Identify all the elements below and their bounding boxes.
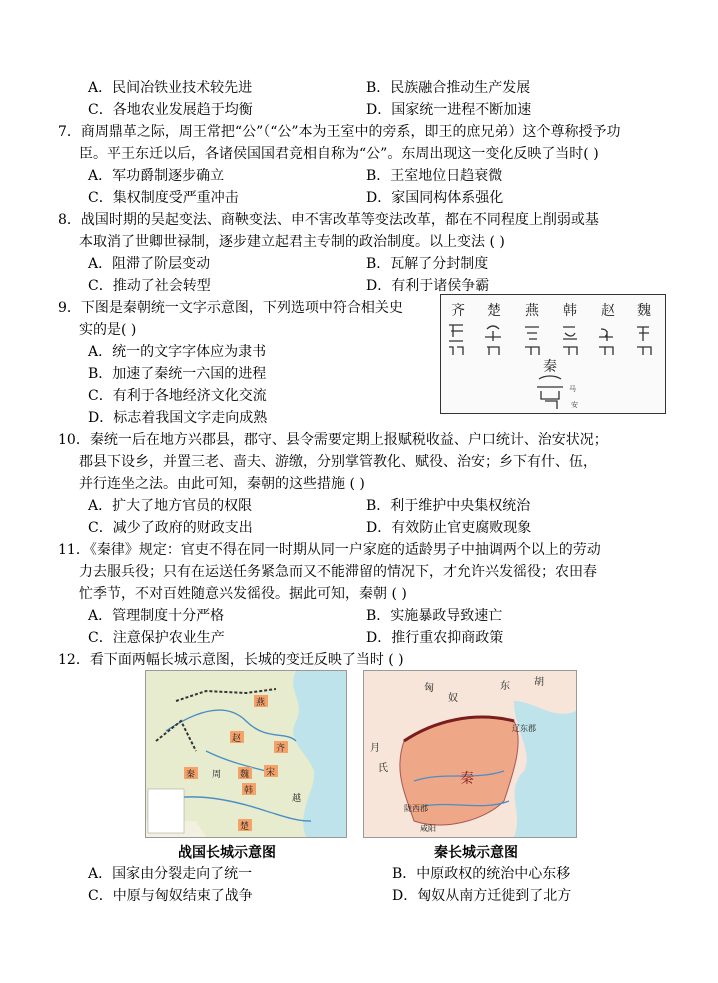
- state-yan-label: 燕: [525, 303, 539, 319]
- map1-label-zhou: 周: [212, 770, 222, 780]
- q7-stem-line1: 7．商周鼎革之际，周王常把“公”（“公”本为王室中的旁系，即王的庶兄弟）这个尊称授予功: [58, 124, 621, 140]
- an-label: 安: [571, 401, 578, 409]
- q7-stem-line2: 臣。平王东迁以后，各诸侯国国君竞相自称为“公”。东周出现这一变化反映了当时( ): [79, 146, 599, 162]
- q7-option-c[interactable]: C．集权制度受严重冲击: [88, 190, 239, 206]
- map2-label-shi: 氏: [378, 763, 388, 774]
- ma-label: 马: [569, 385, 576, 393]
- map2-label-xianyang: 咸阳: [420, 824, 436, 833]
- state-wei-label: 魏: [637, 303, 651, 319]
- state-qi-label: 齐: [451, 303, 465, 319]
- script-unification-figure: [440, 294, 666, 414]
- map1-label-chu: 楚: [240, 822, 250, 832]
- q12-option-b[interactable]: B．中原政权的统治中心东移: [392, 866, 571, 882]
- map1-label-yan: 燕: [256, 698, 266, 708]
- q9-option-c[interactable]: C．有利于各地经济文化交流: [88, 388, 267, 404]
- q10-stem-line3: 并行连坐之法。由此可知，秦朝的这些措施 ( ): [79, 476, 365, 492]
- q6-option-d[interactable]: D．国家统一进程不断加速: [366, 102, 532, 118]
- map2-label-qin: 秦: [460, 771, 474, 787]
- map2-label-liaodong: 辽东郡: [512, 724, 536, 733]
- q8-option-a[interactable]: A．阻滞了阶层变动: [88, 256, 211, 272]
- q10-option-d[interactable]: D．有效防止官吏腐败现象: [366, 520, 532, 536]
- map2-label-yue: 月: [370, 743, 380, 754]
- warring-states-wall-map: [145, 670, 347, 838]
- map1-label-song: 宋: [266, 768, 276, 778]
- state-han-label: 韩: [563, 303, 577, 319]
- map1-label-yue: 越: [292, 794, 302, 804]
- map2-label-hu: 胡: [534, 677, 544, 688]
- state-qin-label: 秦: [543, 359, 557, 375]
- q11-option-c[interactable]: C．注意保护农业生产: [88, 630, 225, 646]
- q11-stem-line3: 忙季节，不对百姓随意兴发徭役。据此可知，秦朝 ( ): [79, 586, 407, 602]
- q8-option-c[interactable]: C．推动了社会转型: [88, 278, 211, 294]
- q11-option-a[interactable]: A．管理制度十分严格: [88, 608, 225, 624]
- q8-stem-line1: 8．战国时期的吴起变法、商鞅变法、申不害改革等变法改革，都在不同程度上削弱或基: [58, 212, 599, 228]
- q10-option-b[interactable]: B．利于维护中央集权统治: [366, 498, 531, 514]
- q12-option-c[interactable]: C．中原与匈奴结束了战争: [88, 888, 253, 904]
- q7-option-a[interactable]: A．军功爵制逐步确立: [88, 168, 225, 184]
- map2-label-xiong: 匈: [424, 683, 434, 694]
- state-chu-label: 楚: [487, 303, 501, 319]
- q12-option-a[interactable]: A．国家由分裂走向了统一: [88, 866, 253, 882]
- map2-label-longxi: 陇西郡: [404, 804, 428, 813]
- map1-label-zhao: 赵: [232, 734, 242, 744]
- q8-stem-line2: 本取消了世卿世禄制，逐步建立起君主专制的政治制度。以上变法 ( ): [79, 234, 505, 250]
- map2-caption: 秦长城示意图: [434, 845, 518, 861]
- map1-caption: 战国长城示意图: [178, 845, 276, 861]
- q11-option-d[interactable]: D．推行重农抑商政策: [366, 630, 504, 646]
- q9-option-b[interactable]: B．加速了秦统一六国的进程: [88, 366, 267, 382]
- q6-option-c[interactable]: C．各地农业发展趋于均衡: [88, 102, 253, 118]
- q11-stem-line2: 力去服兵役；只有在运送任务紧急而又不能滞留的情况下，才允许兴发徭役；农田春: [79, 564, 597, 580]
- map2-label-dong: 东: [500, 681, 510, 692]
- q6-option-b[interactable]: B．民族融合推动生产发展: [366, 80, 531, 96]
- q9-stem-line2: 实的是( ): [79, 322, 137, 338]
- q10-option-a[interactable]: A．扩大了地方官员的权限: [88, 498, 253, 514]
- map1-label-qin: 秦: [186, 770, 196, 780]
- q7-option-d[interactable]: D．家国同构体系强化: [366, 190, 504, 206]
- q8-option-d[interactable]: D．有利于诸侯争霸: [366, 278, 490, 294]
- q11-stem-line1: 11．《秦律》规定：官吏不得在同一时期从同一户家庭的适龄男子中抽调两个以上的劳动: [58, 542, 601, 558]
- q7-option-b[interactable]: B．王室地位日趋衰微: [366, 168, 503, 184]
- q12-stem-line1: 12．看下面两幅长城示意图，长城的变迁反映了当时 ( ): [58, 652, 404, 668]
- map1-label-han: 韩: [244, 786, 254, 796]
- q9-option-a[interactable]: A．统一的文字字体应为隶书: [88, 344, 267, 360]
- q10-option-c[interactable]: C．减少了政府的财政支出: [88, 520, 253, 536]
- q9-stem-line1: 9．下图是秦朝统一文字示意图，下列选项中符合相关史: [58, 300, 403, 316]
- map2-label-nu: 奴: [448, 693, 458, 704]
- q10-stem-line1: 10．秦统一后在地方兴郡县，郡守、县令需要定期上报赋税收益、户口统计、治安状况；: [58, 432, 608, 448]
- map1-legend: [148, 789, 184, 833]
- q6-option-a[interactable]: A．民间冶铁业技术较先进: [88, 80, 253, 96]
- q9-option-d[interactable]: D．标志着我国文字走向成熟: [88, 410, 268, 426]
- q10-stem-line2: 郡县下设乡，并置三老、啬夫、游缴，分别掌管教化、赋役、治安；乡下有什、伍，: [79, 454, 597, 470]
- map1-label-wei: 魏: [240, 770, 250, 780]
- state-zhao-label: 赵: [601, 303, 615, 319]
- q11-option-b[interactable]: B．实施暴政导致速亡: [366, 608, 503, 624]
- q12-option-d[interactable]: D．匈奴从南方迁徙到了北方: [392, 888, 572, 904]
- q8-option-b[interactable]: B．瓦解了分封制度: [366, 256, 489, 272]
- qin-wall-map: [363, 670, 577, 838]
- map1-label-qi: 齐: [276, 744, 286, 754]
- script-figure-svg: [441, 295, 665, 413]
